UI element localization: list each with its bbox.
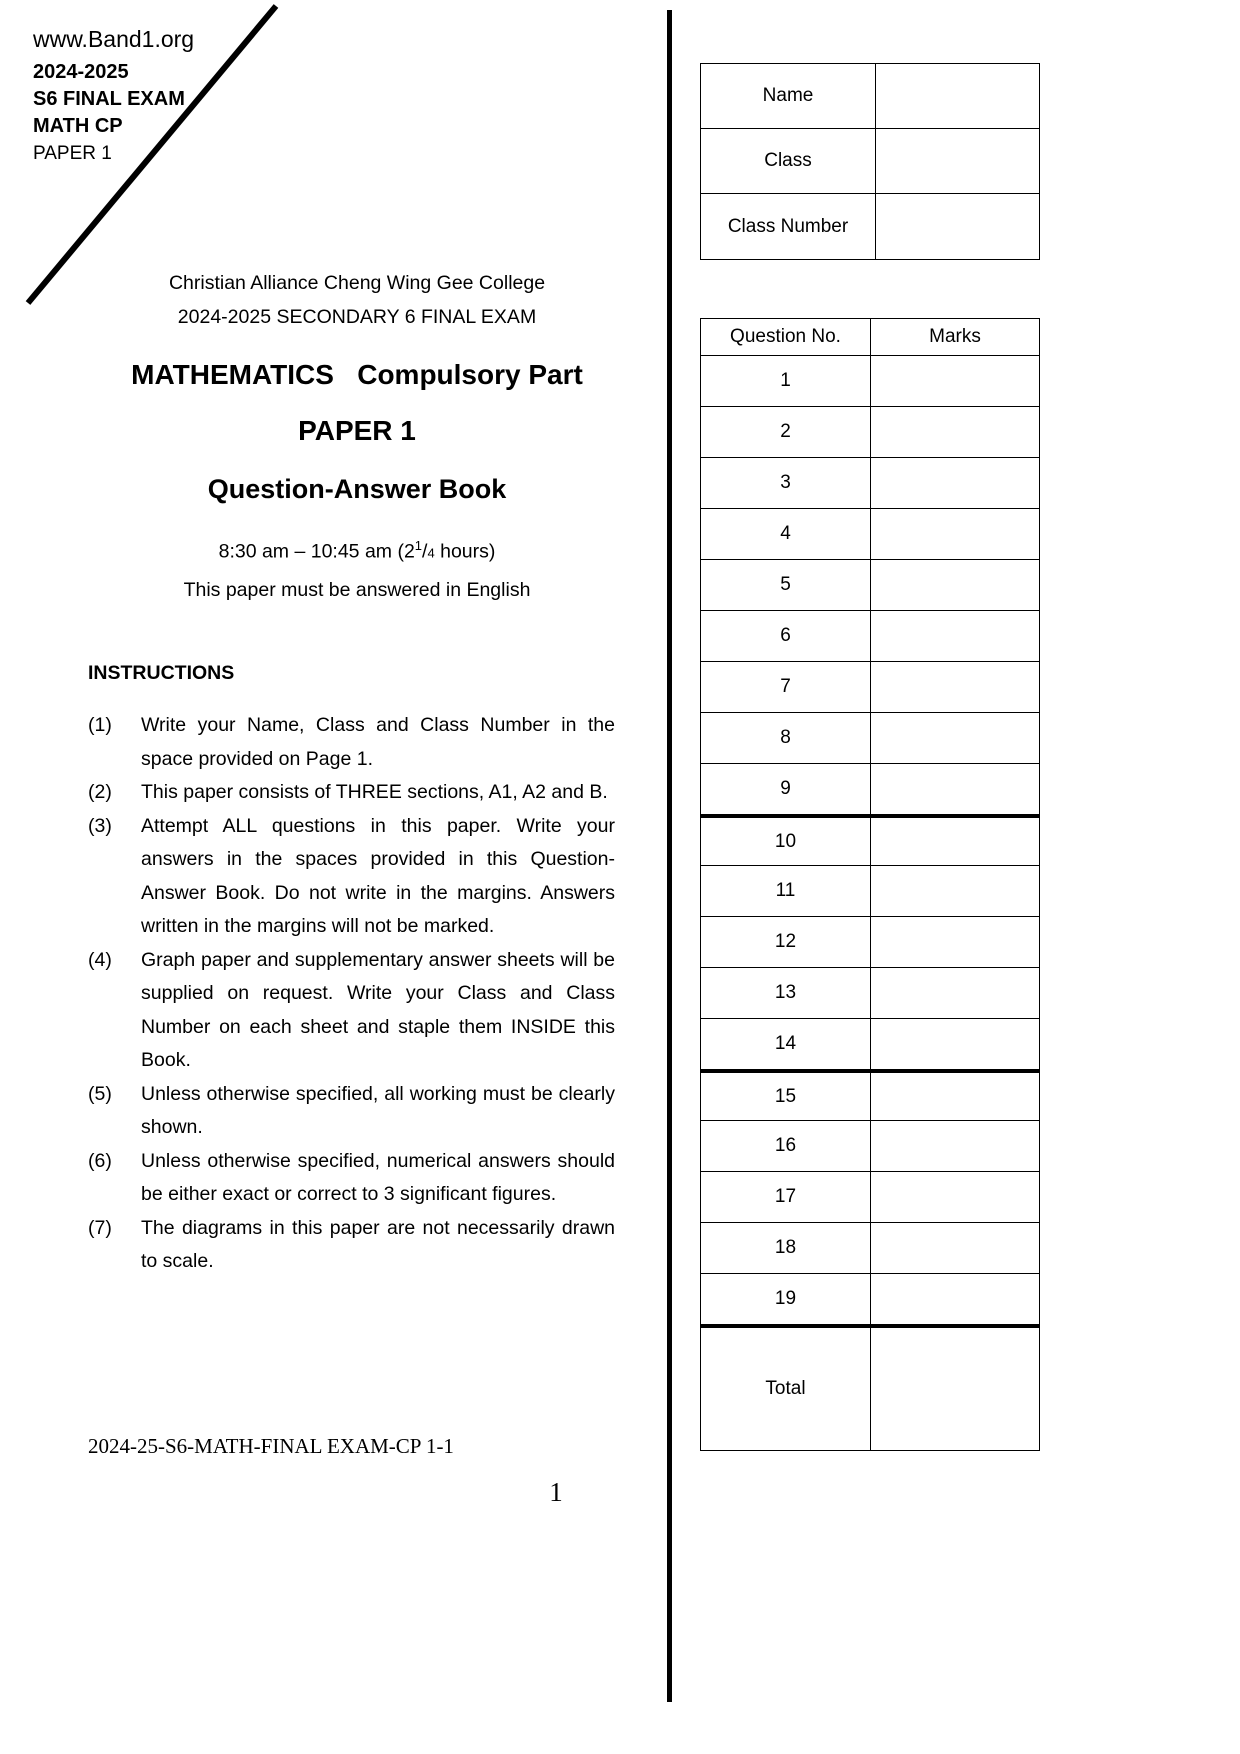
marks-cell xyxy=(871,1223,1039,1273)
exam-line: 2024-2025 SECONDARY 6 FINAL EXAM xyxy=(177,306,537,328)
marks-table-total-row xyxy=(701,1325,1039,1450)
question-number-cell: 16 xyxy=(701,1121,871,1171)
instructions-list xyxy=(88,709,615,1279)
question-number-cell: 2 xyxy=(701,407,871,457)
instruction-item xyxy=(88,810,615,944)
question-number-cell: 12 xyxy=(701,917,871,967)
instruction-text: Unless otherwise specified, numerical answers should be either exact or correct to 3 significant figures. xyxy=(141,1149,615,1205)
paper-title: PAPER 1 xyxy=(298,415,416,446)
time-prefix: 8:30 am – 10:45 am (2 xyxy=(218,540,415,563)
marks-cell xyxy=(871,509,1039,559)
marks-table-row xyxy=(701,968,1039,1019)
corner-paper: PAPER 1 xyxy=(33,143,112,164)
marks-table-row xyxy=(701,1274,1039,1325)
marks-table-row xyxy=(701,1070,1039,1121)
instruction-item xyxy=(88,709,615,776)
marks-cell xyxy=(871,1172,1039,1222)
exam-time xyxy=(45,538,669,564)
instruction-number: (2) xyxy=(88,781,112,803)
marks-table-header xyxy=(701,319,1039,356)
marks-table-row xyxy=(701,356,1039,407)
marks-cell xyxy=(871,1121,1039,1171)
marks-header: Marks xyxy=(929,326,981,347)
question-number-cell: 3 xyxy=(701,458,871,508)
student-info-table xyxy=(700,63,1040,260)
question-number-cell: 17 xyxy=(701,1172,871,1222)
fraction-numerator: 1 xyxy=(414,538,423,553)
student-info-row xyxy=(701,129,1039,194)
question-number-cell: 19 xyxy=(701,1274,871,1324)
marks-cell xyxy=(871,560,1039,610)
question-number-cell: 13 xyxy=(701,968,871,1018)
marks-cell xyxy=(871,407,1039,457)
question-number-cell: 8 xyxy=(701,713,871,763)
time-block xyxy=(45,538,669,602)
corner-exam: S6 FINAL EXAM xyxy=(33,88,185,110)
marks-table-row xyxy=(701,815,1039,866)
corner-year: 2024-2025 xyxy=(33,61,129,83)
footer-document-code: 2024-25-S6-MATH-FINAL EXAM-CP 1-1 xyxy=(88,1434,454,1458)
marks-cell xyxy=(871,356,1039,406)
instruction-item xyxy=(88,1078,615,1145)
language-note: This paper must be answered in English xyxy=(183,578,531,601)
time-suffix: hours) xyxy=(434,540,496,563)
marks-table-row xyxy=(701,866,1039,917)
name-label: Name xyxy=(701,64,876,128)
instruction-item xyxy=(88,1212,615,1279)
instruction-number: (6) xyxy=(88,1149,112,1172)
question-number-cell: 14 xyxy=(701,1019,871,1069)
instruction-text: The diagrams in this paper are not necessarily drawn to scale. xyxy=(141,1216,615,1272)
instruction-number: (1) xyxy=(88,714,112,736)
question-number-cell: 9 xyxy=(701,764,871,814)
marks-table-row xyxy=(701,1172,1039,1223)
question-number-cell: 15 xyxy=(701,1073,871,1120)
instruction-number: (7) xyxy=(88,1216,112,1239)
instruction-number: (4) xyxy=(88,948,112,971)
student-info-row xyxy=(701,194,1039,259)
instruction-item xyxy=(88,1145,615,1212)
question-number-cell: 1 xyxy=(701,356,871,406)
subject-title: MATHEMATICS Compulsory Part xyxy=(131,359,583,390)
fraction-denominator: 4 xyxy=(427,545,435,561)
instruction-text: Attempt ALL questions in this paper. Write your answers in the spaces provided in this Question-Answer Book. Do not write in the margins. Answers written in the margins will not be marked. xyxy=(141,814,615,937)
instruction-item xyxy=(88,944,615,1078)
marks-table-row xyxy=(701,917,1039,968)
question-number-cell: 11 xyxy=(701,866,871,916)
instructions-section xyxy=(88,662,615,1279)
instructions-title: INSTRUCTIONS xyxy=(88,662,235,684)
marks-table-row xyxy=(701,509,1039,560)
total-marks-cell xyxy=(871,1328,1039,1450)
marks-table-row xyxy=(701,662,1039,713)
instruction-text: This paper consists of THREE sections, A1, A2 and B. xyxy=(141,781,608,803)
instruction-item xyxy=(88,776,615,810)
question-no-header: Question No. xyxy=(701,319,871,355)
marks-table-row xyxy=(701,458,1039,509)
marks-cell xyxy=(871,917,1039,967)
student-info-row xyxy=(701,64,1039,129)
marks-table-row xyxy=(701,713,1039,764)
book-title: Question-Answer Book xyxy=(207,474,507,504)
name-value-cell xyxy=(876,64,1039,128)
class-number-label: Class Number xyxy=(701,194,876,259)
vertical-divider xyxy=(667,10,672,1702)
question-number-cell: 4 xyxy=(701,509,871,559)
marks-table-row xyxy=(701,560,1039,611)
marks-table-row xyxy=(701,611,1039,662)
marks-cell xyxy=(871,818,1039,865)
marks-table-row xyxy=(701,1223,1039,1274)
marks-table-row xyxy=(701,764,1039,815)
marks-cell xyxy=(871,1019,1039,1069)
marks-cell xyxy=(871,968,1039,1018)
page-number: 1 xyxy=(549,1477,563,1507)
question-number-cell: 6 xyxy=(701,611,871,661)
total-label: Total xyxy=(701,1328,871,1450)
marks-cell xyxy=(871,866,1039,916)
question-number-cell: 18 xyxy=(701,1223,871,1273)
question-number-cell: 7 xyxy=(701,662,871,712)
instruction-number: (3) xyxy=(88,814,112,837)
marks-table xyxy=(700,318,1040,1451)
marks-cell xyxy=(871,458,1039,508)
corner-block xyxy=(33,26,194,167)
marks-cell xyxy=(871,611,1039,661)
question-number-cell: 10 xyxy=(701,818,871,865)
marks-cell xyxy=(871,713,1039,763)
marks-cell xyxy=(871,764,1039,814)
marks-cell xyxy=(871,1073,1039,1120)
marks-table-row xyxy=(701,1121,1039,1172)
instruction-number: (5) xyxy=(88,1082,112,1105)
instruction-text: Graph paper and supplementary answer sheets will be supplied on request. Write your Class and Class Number on each sheet and staple them INSIDE this Book. xyxy=(141,948,615,1071)
marks-cell xyxy=(871,1274,1039,1324)
instruction-text: Write your Name, Class and Class Number in the space provided on Page 1. xyxy=(141,714,615,770)
corner-subject: MATH CP xyxy=(33,115,123,137)
class-number-value-cell xyxy=(876,194,1039,259)
college-name: Christian Alliance Cheng Wing Gee College xyxy=(168,272,546,294)
instruction-text: Unless otherwise specified, all working must be clearly shown. xyxy=(141,1082,615,1138)
class-label: Class xyxy=(701,129,876,193)
marks-table-row xyxy=(701,1019,1039,1070)
fraction-slash: / xyxy=(422,540,428,563)
marks-table-row xyxy=(701,407,1039,458)
class-value-cell xyxy=(876,129,1039,193)
question-number-cell: 5 xyxy=(701,560,871,610)
watermark-text: www.Band1.org xyxy=(33,26,195,52)
marks-cell xyxy=(871,662,1039,712)
marks-table-body xyxy=(701,356,1039,1325)
